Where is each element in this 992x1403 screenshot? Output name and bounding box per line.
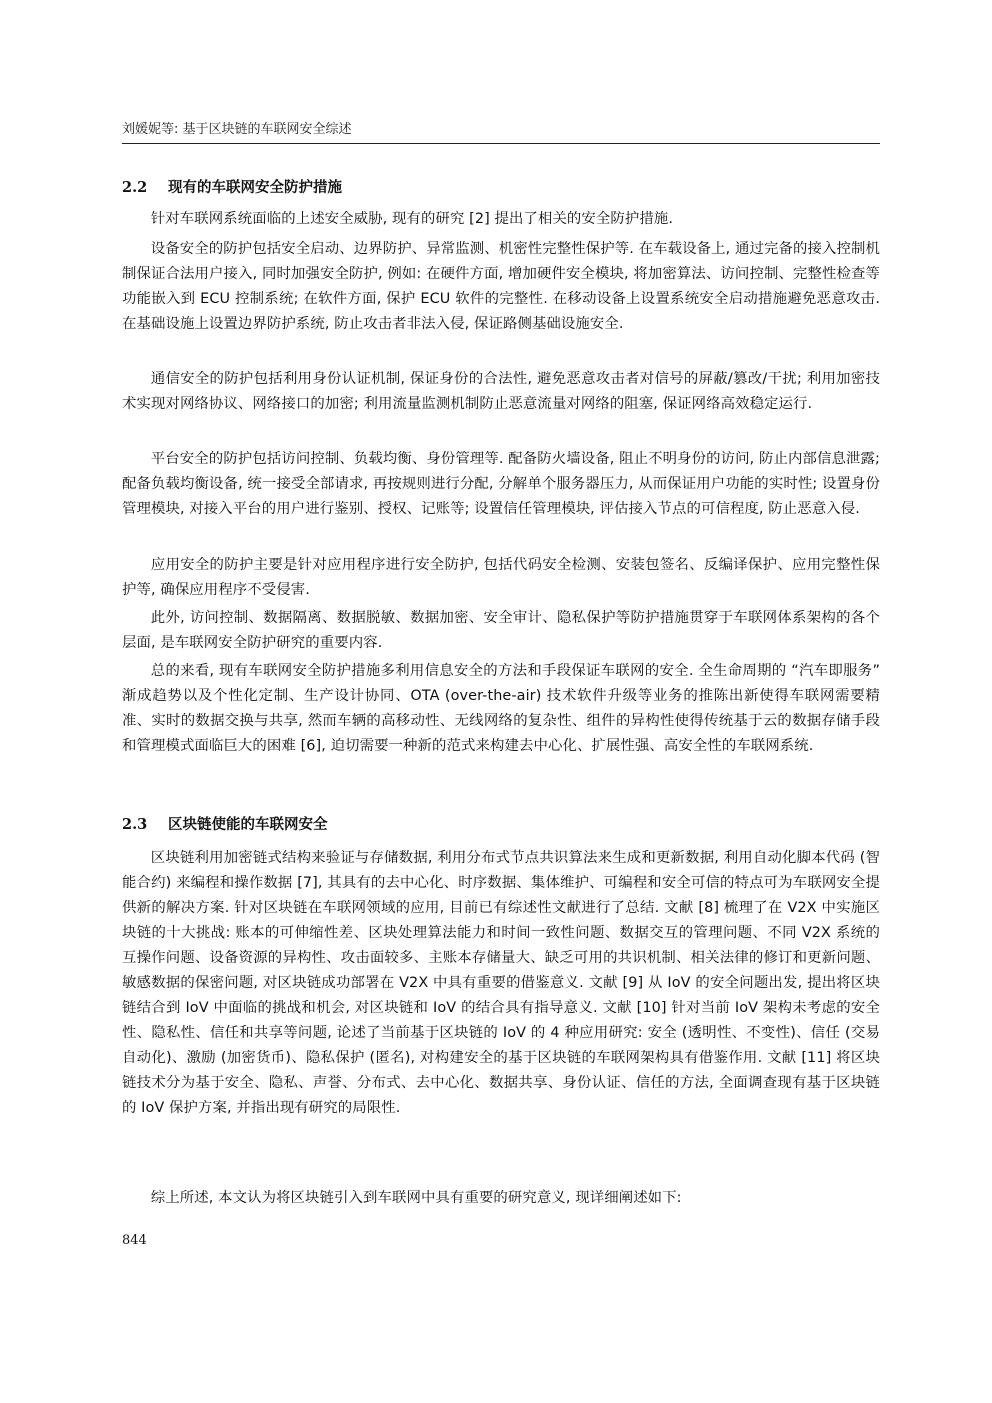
section-number: 2.3 [122, 816, 148, 833]
paragraph: 通信安全的防护包括利用身份认证机制, 保证身份的合法性, 避免恶意攻击者对信号的屏蔽/篡改/干扰; 利用加密技术实现对网络协议、网络接口的加密; 利用流量监测机制防止恶意流量对网络的阻塞, 保证网络高效稳定运行. [122, 371, 880, 412]
paragraph: 此外, 访问控制、数据隔离、数据脱敏、数据加密、安全审计、隐私保护等防护措施贯穿于车联网体系架构的各个层面, 是车联网安全防护研究的重要内容. [122, 610, 880, 651]
section-heading-2-3 [122, 813, 328, 834]
section-number: 2.2 [122, 179, 148, 196]
paragraph: 应用安全的防护主要是针对应用程序进行安全防护, 包括代码安全检测、安装包签名、反编译保护、应用完整性保护等, 确保应用程序不受侵害. [122, 557, 880, 598]
paragraph: 区块链利用加密链式结构来验证与存储数据, 利用分布式节点共识算法来生成和更新数据, 利用自动化脚本代码 (智能合约) 来编程和操作数据 [7], 其具有的去中心化、时序数据、集体维护、可编程和安全可信的特点可为车联网安全提供新的解决方案. 针对区块链在车联网领域的应用, 目前已有综述性文献进行了总结. 文献 [8] 梳理了在 V2X 中实施区块链的十大挑战: 账本的可伸缩性差、区块处理算法能力和时间一致性问题、数据交互的管理问题、不同 V2X 系统的互操作问题、设备资源的异构性、攻击面较多、主账本存储量大、缺乏可用的共识机制、相关法律的修订和更新问题、敏感数据的保密问题, 对区块链成功部署在 V2X 中具有重要的借鉴意义. 文献 [9] 从 IoV 的安全问题出发, 提出将区块链结合到 IoV 中面临的挑战和机会, 对区块链和 IoV 的结合具有指导意义. 文献 [10] 针对当前 IoV 架构未考虑的安全性、隐私性、信任和共享等问题, 论述了当前基于区块链的 IoV 的 4 种应用研究: 安全 (透明性、不变性)、信任 (交易自动化)、激励 (加密货币)、隐私保护 (匿名), 对构建安全的基于区块链的车联网架构具有借鉴作用. 文献 [11] 将区块链技术分为基于安全、隐私、声誉、分布式、去中心化、数据共享、身份认证、信任的方法, 全面调查现有基于区块链的 IoV 保护方案, 并指出现有研究的局限性. [122, 850, 880, 1116]
paragraph: 平台安全的防护包括访问控制、负载均衡、身份管理等. 配备防火墙设备, 阻止不明身份的访问, 防止内部信息泄露; 配备负载均衡设备, 统一接受全部请求, 再按规则进行分配, 分解单个服务器压力, 从而保证用户功能的实时性; 设置身份管理模块, 对接入平台的用户进行鉴别、授权、记账等; 设置信任管理模块, 评估接入节点的可信程度, 防止恶意入侵. [122, 451, 880, 517]
paragraph: 针对车联网系统面临的上述安全威胁, 现有的研究 [2] 提出了相关的安全防护措施. [150, 211, 674, 227]
section-title: 区块链使能的车联网安全 [168, 817, 328, 833]
section-title: 现有的车联网安全防护措施 [168, 180, 342, 196]
paragraph: 综上所述, 本文认为将区块链引入到车联网中具有重要的研究意义, 现详细阐述如下: [150, 1190, 682, 1206]
paragraph: 总的来看, 现有车联网安全防护措施多利用信息安全的方法和手段保证车联网的安全. 全生命周期的 “汽车即服务” 渐成趋势以及个性化定制、生产设计协同、OTA (over-the-air) 技术软件升级等业务的推陈出新使得车联网需要精准、实时的数据交换与共享, 然而车辆的高移动性、无线网络的复杂性、组件的异构性使得传统基于云的数据存储手段和管理模式面临巨大的困难 [6], 迫切需要一种新的范式来构建去中心化、扩展性强、高安全性的车联网系统. [122, 663, 880, 754]
paragraph: 设备安全的防护包括安全启动、边界防护、异常监测、机密性完整性保护等. 在车载设备上, 通过完备的接入控制机制保证合法用户接入, 同时加强安全防护, 例如: 在硬件方面, 增加硬件安全模块, 将加密算法、访问控制、完整性检查等功能嵌入到 ECU 控制系统; 在软件方面, 保护 ECU 软件的完整性. 在移动设备上设置系统安全启动措施避免恶意攻击. 在基础设施上设置边界防护系统, 防止攻击者非法入侵, 保证路侧基础设施安全. [122, 241, 880, 332]
running-header: 刘媛妮等: 基于区块链的车联网安全综述 [122, 118, 880, 144]
section-heading-2-2 [122, 176, 342, 197]
page-number: 844 [122, 1233, 147, 1248]
